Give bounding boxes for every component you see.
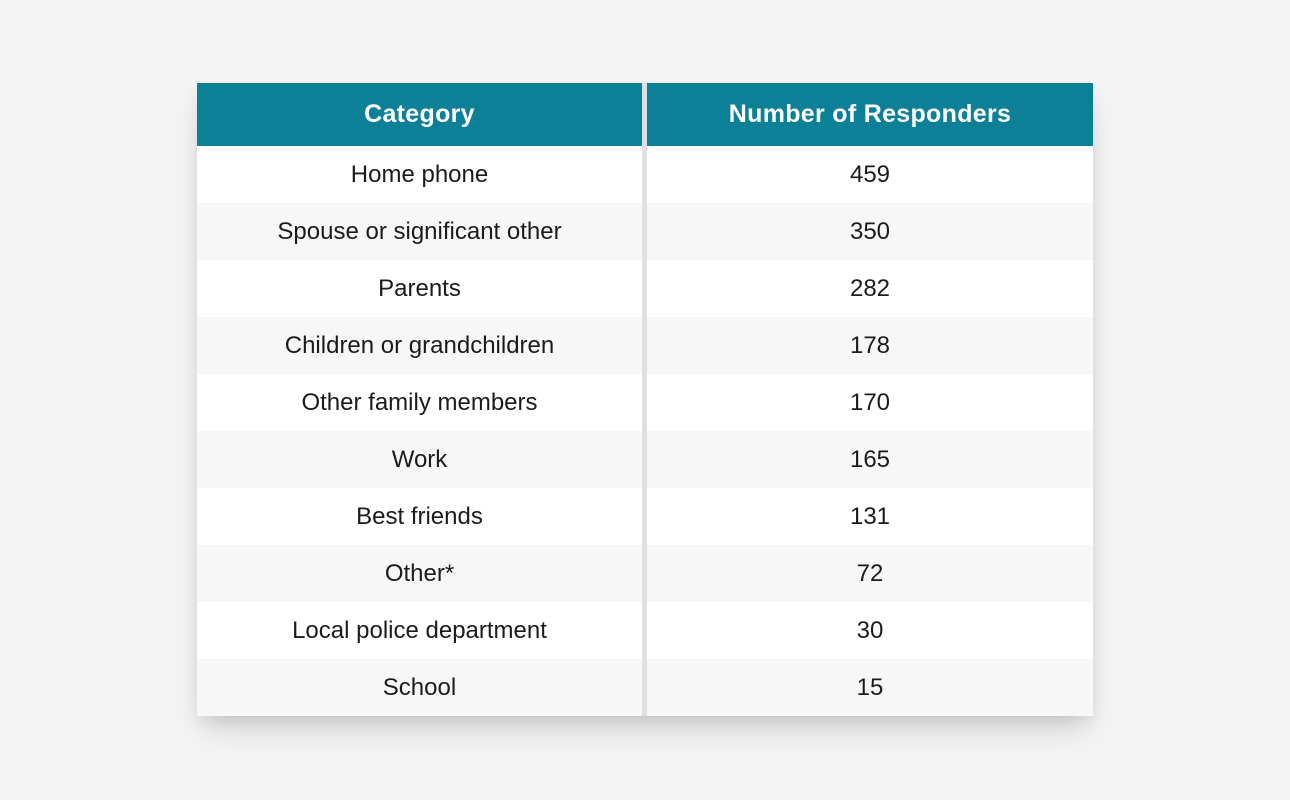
column-divider [642, 83, 647, 716]
responders-table [197, 83, 1093, 716]
cell-responders: 72 [856, 559, 884, 587]
cell-responders: 30 [856, 616, 884, 644]
cell-category: Local police department [292, 616, 547, 644]
cell-responders: 15 [856, 673, 884, 701]
column-header-responders: Number of Responders [728, 100, 1012, 128]
cell-category: Home phone [350, 160, 489, 188]
cell-responders: 170 [849, 388, 891, 416]
cell-category: School [382, 673, 457, 701]
cell-category: Other* [384, 559, 455, 587]
cell-category: Other family members [301, 388, 538, 416]
cell-responders: 282 [849, 274, 891, 302]
cell-category: Children or grandchildren [284, 331, 555, 359]
cell-responders: 178 [849, 331, 891, 359]
cell-category: Work [391, 445, 448, 473]
cell-category: Best friends [356, 502, 483, 530]
column-header-category: Category [364, 100, 475, 128]
cell-responders: 350 [849, 217, 891, 245]
cell-responders: 459 [849, 160, 891, 188]
cell-category: Spouse or significant other [277, 217, 562, 245]
cell-responders: 131 [849, 502, 891, 530]
cell-category: Parents [378, 274, 461, 302]
cell-responders: 165 [849, 445, 891, 473]
